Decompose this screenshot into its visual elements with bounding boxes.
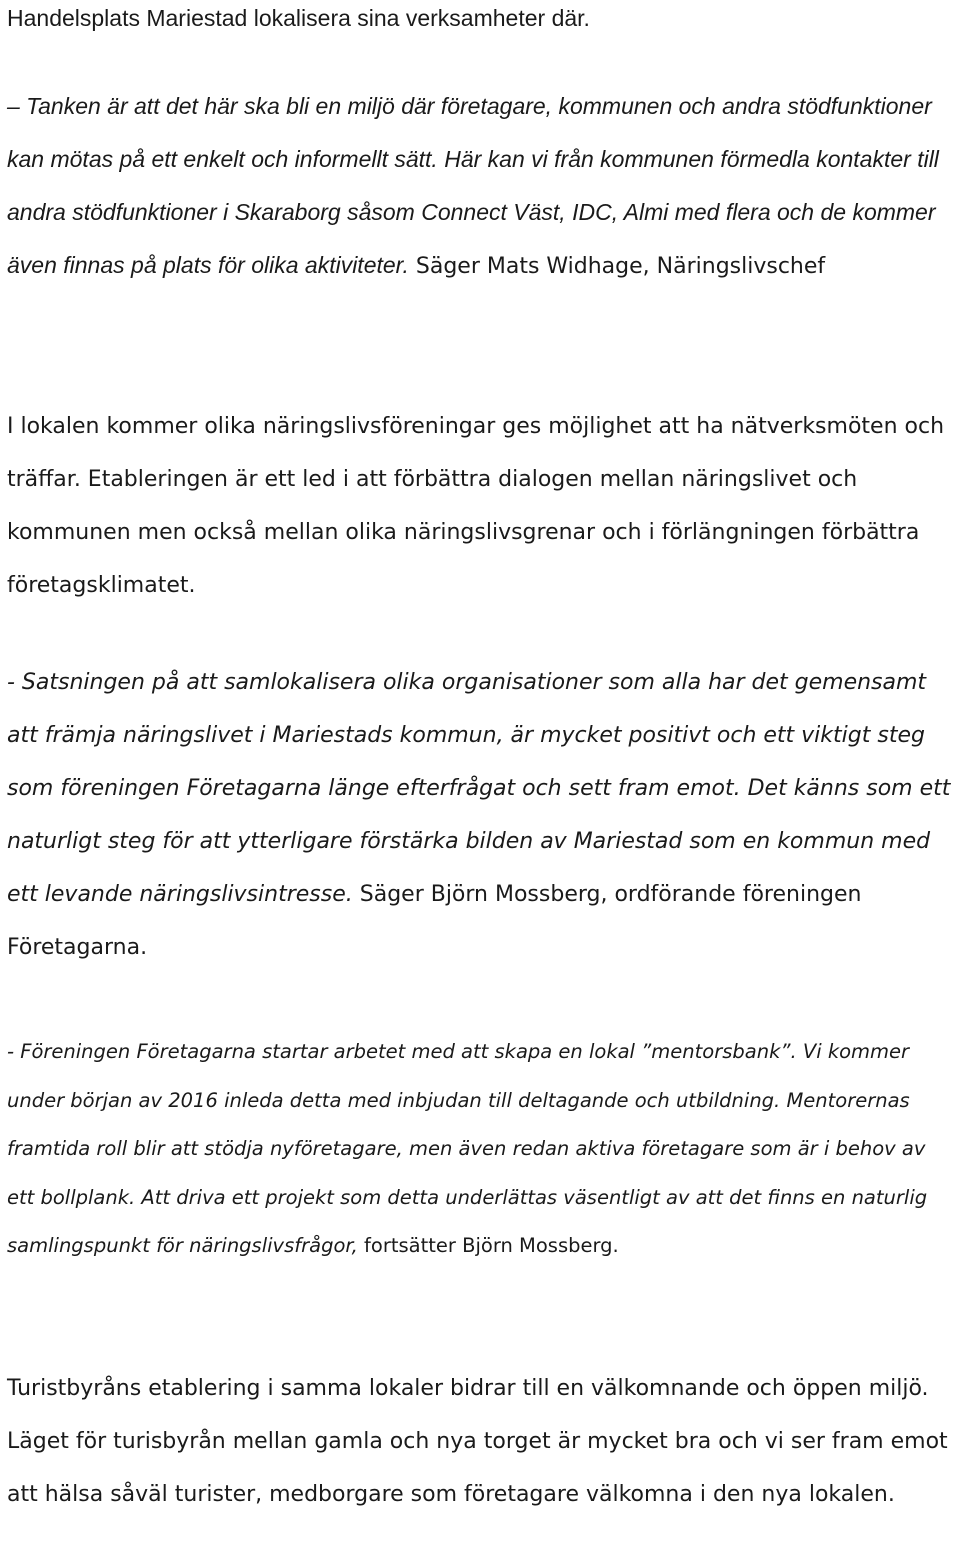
paragraph-widhage-quote	[7, 80, 957, 293]
mentorsbank-attribution: fortsätter Björn Mossberg.	[357, 1234, 619, 1257]
mossberg-quote: - Satsningen på att samlokalisera olika organisationer som alla har det gemensamt att främja näringslivet i Mariestads kommun, är mycket positivt och ett viktigt steg som föreningen Företagarna länge efterfrågat och sett fram emot. Det känns som ett naturligt steg för att ytterligare förstärka bilden av Mariestad som en kommun med ett levande näringslivsintresse.	[7, 670, 951, 907]
mentorsbank-quote: - Föreningen Företagarna startar arbetet med att skapa en lokal ”mentorsbank”. Vi kommer under början av 2016 inleda detta med inbjudan till deltagande och utbildning. Mentorernas framtida roll blir att stödja nyföretagare, men även redan aktiva företagare som är i behov av ett bollplank. Att driva ett projekt som detta underlättas väsentligt av att det finns en naturlig samlingspunkt för näringslivsfrågor,	[7, 1040, 928, 1257]
widhage-attribution: Säger Mats Widhage, Näringslivschef	[408, 254, 826, 279]
widhage-quote: – Tanken är att det här ska bli en miljö där företagare, kommunen och andra stödfunktioner kan mötas på ett enkelt och informellt sätt. Här kan vi från kommunen förmedla kontakter till andra stödfunktioner i Skaraborg såsom Connect Väst, IDC, Almi med flera och de kommer även finnas på plats för olika aktiviteter.	[7, 93, 939, 278]
paragraph-mossberg-quote	[7, 656, 957, 974]
paragraph-intro	[7, 0, 957, 45]
paragraph-mentorsbank	[7, 1028, 957, 1271]
intro-text: Handelsplats Mariestad lokalisera sina verksamheter där.	[7, 5, 590, 31]
paragraph-turistbyran	[7, 1362, 957, 1521]
turistbyran-text: Turistbyråns etablering i samma lokaler bidrar till en välkomnande och öppen miljö. Läget för turisbyrån mellan gamla och nya torget är mycket bra och vi ser fram emot att hälsa såväl turister, medborgare som företagare välkomna i den nya lokalen.	[7, 1376, 948, 1507]
mossberg-attribution: Säger Björn Mossberg, ordförande föreningen Företagarna.	[7, 882, 862, 960]
paragraph-lokalen	[7, 400, 957, 612]
lokalen-text: I lokalen kommer olika näringslivsföreningar ges möjlighet att ha nätverksmöten och träffar. Etableringen är ett led i att förbättra dialogen mellan näringslivet och kommunen men också mellan olika näringslivsgrenar och i förlängningen förbättra företagsklimatet.	[7, 414, 945, 598]
